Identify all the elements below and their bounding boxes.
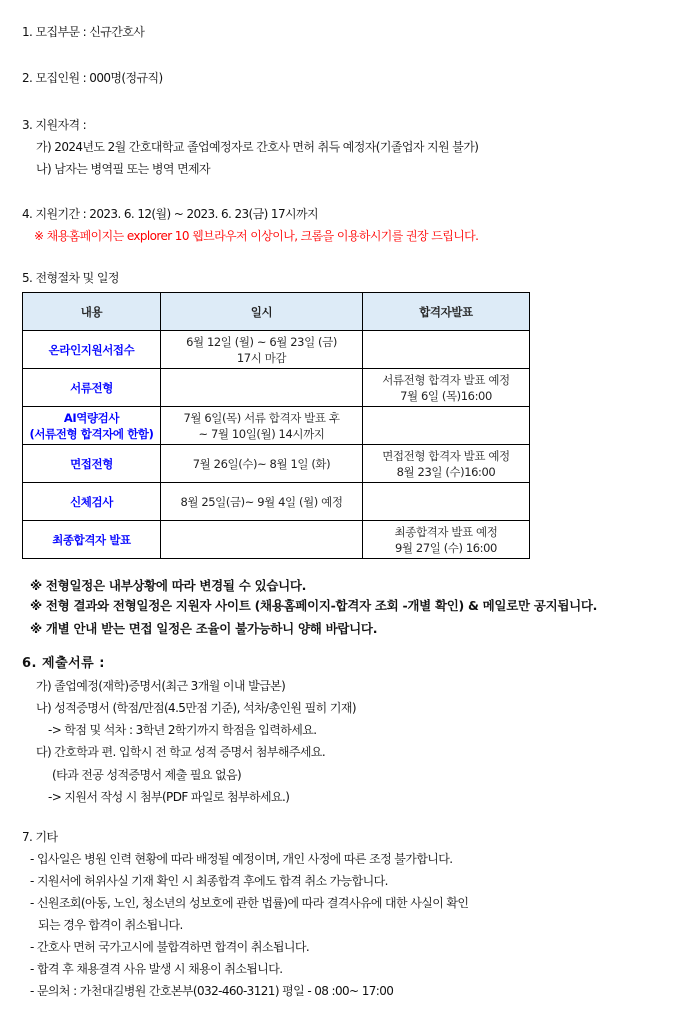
etc-title: 7. 기타 xyxy=(22,830,58,844)
result-line: 7월 6일 (목)16:00 xyxy=(400,388,492,403)
recruit-field-text: 1. 모집부문 : 신규간호사 xyxy=(22,25,145,39)
result-line: 최종합격자 발표 예정 xyxy=(394,524,498,539)
document-item: -> 학점 및 석차 : 3학년 2학기까지 학점을 입력하세요. xyxy=(48,723,317,737)
schedule-table xyxy=(22,292,530,559)
table-row xyxy=(23,331,530,369)
column-header-datetime: 일시 xyxy=(161,293,363,331)
result-line: 면접전형 합격자 발표 예정 xyxy=(382,448,510,463)
date-line: 7월 6일(목) 서류 합격자 발표 후 xyxy=(183,410,340,425)
etc-item: - 합격 후 채용결격 사유 발생 시 채용이 취소됩니다. xyxy=(30,962,283,976)
date-cell xyxy=(161,331,363,369)
stage-cell xyxy=(23,407,161,445)
stage-line: (서류전형 합격자에 한함) xyxy=(29,426,154,441)
result-cell xyxy=(363,483,530,521)
schedule-note: ※ 전형 결과와 전형일정은 지원자 사이트 (채용홈페이지-합격자 조회 -개별 확인) & 메일로만 공지됩니다. xyxy=(30,598,598,613)
schedule-note: ※ 전형일정은 내부상황에 따라 변경될 수 있습니다. xyxy=(30,578,307,593)
document-item: 다) 간호학과 편. 입학시 전 학교 성적 증명서 첨부해주세요. xyxy=(36,745,326,759)
browser-notice: ※ 채용홈페이지는 explorer 10 웹브라우저 이상이나, 크롬을 이용하시기를 권장 드립니다. xyxy=(34,229,479,243)
stage-cell: 면접전형 xyxy=(23,445,161,483)
stage-cell: 신체검사 xyxy=(23,483,161,521)
result-cell xyxy=(363,331,530,369)
etc-item: 되는 경우 합격이 취소됩니다. xyxy=(38,918,183,932)
document-item: (타과 전공 성적증명서 제출 필요 없음) xyxy=(52,768,242,782)
document-item: -> 지원서 작성 시 첨부(PDF 파일로 첨부하세요.) xyxy=(48,790,290,804)
date-line: ~ 7월 10일(월) 14시까지 xyxy=(198,426,325,441)
document-item: 나) 성적증명서 (학점/만점(4.5만점 기준), 석차/총인원 필히 기재) xyxy=(36,701,356,715)
etc-item: - 간호사 면허 국가고시에 불합격하면 합격이 취소됩니다. xyxy=(30,940,310,954)
documents-title: 6. 제출서류 : xyxy=(22,656,105,671)
date-cell xyxy=(161,521,363,559)
result-cell xyxy=(363,521,530,559)
column-header-announcement: 합격자발표 xyxy=(363,293,530,331)
etc-item: - 지원서에 허위사실 기재 확인 시 최종합격 후에도 합격 취소 가능합니다. xyxy=(30,874,388,888)
stage-cell: 서류전형 xyxy=(23,369,161,407)
stage-line: AI역량검사 xyxy=(63,410,120,425)
contact-info: - 문의처 : 가천대길병원 간호본부(032-460-3121) 평일 - 08 :00~ 17:00 xyxy=(30,984,394,998)
table-header-row xyxy=(23,293,530,331)
stage-cell: 온라인지원서접수 xyxy=(23,331,161,369)
table-row xyxy=(23,445,530,483)
table-row xyxy=(23,483,530,521)
result-cell xyxy=(363,407,530,445)
date-cell xyxy=(161,369,363,407)
recruit-count-text: 2. 모집인원 : 000명(정규직) xyxy=(22,71,163,85)
result-line: 9월 27일 (수) 16:00 xyxy=(395,540,497,555)
table-row xyxy=(23,369,530,407)
schedule-note: ※ 개별 안내 받는 면접 일정은 조율이 불가능하니 양해 바랍니다. xyxy=(30,621,378,636)
result-cell xyxy=(363,445,530,483)
date-cell: 7월 26일(수)~ 8월 1일 (화) xyxy=(161,445,363,483)
etc-item: - 신원조회(아동, 노인, 청소년의 성보호에 관한 법률)에 따라 결격사유에 대한 사실이 확인 xyxy=(30,896,469,910)
document-item: 가) 졸업예정(재학)증명서(최근 3개월 이내 발급본) xyxy=(36,679,286,693)
table-row xyxy=(23,521,530,559)
result-line: 8월 23일 (수)16:00 xyxy=(396,464,496,479)
date-cell: 8월 25일(금)~ 9월 4일 (월) 예정 xyxy=(161,483,363,521)
schedule-title: 5. 전형절차 및 일정 xyxy=(22,271,119,285)
qualification-item: 나) 남자는 병역필 또는 병역 면제자 xyxy=(36,162,211,176)
qualification-title: 3. 지원자격 : xyxy=(22,118,87,132)
result-cell xyxy=(363,369,530,407)
result-line: 서류전형 합격자 발표 예정 xyxy=(382,372,510,387)
qualification-item: 가) 2024년도 2월 간호대학교 졸업예정자로 간호사 면허 취득 예정자(기졸업자 지원 불가) xyxy=(36,140,479,154)
date-cell xyxy=(161,407,363,445)
etc-item: - 입사일은 병원 인력 현황에 따라 배정될 예정이며, 개인 사정에 따른 조정 불가합니다. xyxy=(30,852,453,866)
stage-cell: 최종합격자 발표 xyxy=(23,521,161,559)
table-row xyxy=(23,407,530,445)
date-line: 6월 12일 (월) ~ 6월 23일 (금) xyxy=(186,334,337,349)
column-header-content: 내용 xyxy=(23,293,161,331)
date-line: 17시 마감 xyxy=(236,350,287,365)
application-period-title: 4. 지원기간 : 2023. 6. 12(월) ~ 2023. 6. 23(금) 17시까지 xyxy=(22,207,318,221)
